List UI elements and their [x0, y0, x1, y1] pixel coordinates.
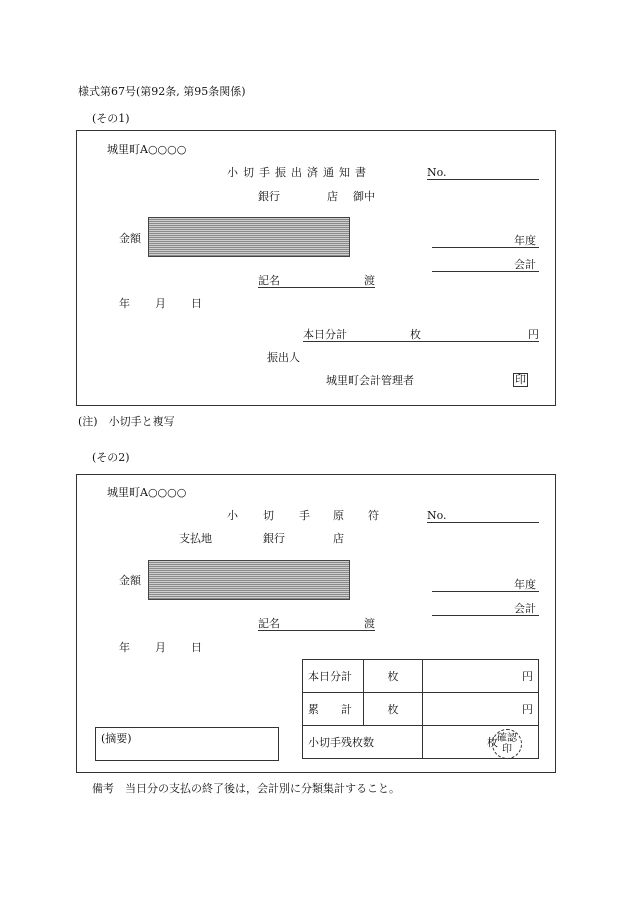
form1-amount-label: 金額	[119, 232, 141, 245]
form2-title-char-2: 切	[263, 509, 274, 522]
form1-fiscal-year-line	[432, 247, 539, 248]
form2-fiscal-year: 年度	[514, 578, 536, 591]
form1-no-label: No.	[427, 166, 447, 179]
form2-remarks-box	[95, 727, 279, 761]
form1-manager: 城里町会計管理者	[326, 374, 414, 387]
form2-bank-label: 銀行	[263, 532, 285, 545]
note1: (注) 小切手と複写	[78, 415, 175, 428]
form2-fiscal-year-line	[432, 591, 539, 592]
form2-no-label: No.	[427, 509, 447, 522]
form1-date-day: 日	[191, 297, 202, 310]
form2-amount-field	[148, 560, 350, 600]
form1-yen: 円	[528, 328, 539, 341]
form1-total-line	[303, 341, 539, 342]
form2-kimei: 記名	[258, 617, 280, 630]
form1-watashi: 渡	[364, 274, 375, 287]
form1-kimei-line	[258, 287, 375, 288]
form1-account: 会計	[514, 258, 536, 271]
form2-date-month: 月	[155, 641, 166, 654]
form1-box	[76, 130, 556, 406]
form1-seal: 印	[515, 373, 526, 386]
form2-account-line	[432, 615, 539, 616]
form2-label: (その2)	[92, 451, 130, 464]
form1-no-line	[427, 179, 539, 180]
table-row2-sheets: 枚	[364, 693, 423, 726]
form2-date-year: 年	[119, 641, 130, 654]
form-header: 様式第67号(第92条, 第95条関係)	[78, 85, 246, 98]
form1-label: (その1)	[92, 112, 130, 125]
table-row3-label: 小切手残枚数	[303, 726, 423, 759]
form1-sheets: 枚	[410, 328, 421, 341]
form2-box	[76, 474, 556, 773]
form2-kimei-line	[258, 630, 375, 631]
form1-title: 小切手振出済通知書	[227, 166, 371, 179]
table-row2-label: 累 計	[303, 693, 364, 726]
form2-title-char-1: 小	[227, 509, 238, 522]
form1-amount-field	[148, 217, 350, 257]
form2-title-char-3: 手	[299, 509, 310, 522]
form2-org: 城里町A○○○○	[107, 486, 187, 499]
form1-date-year: 年	[119, 297, 130, 310]
form1-branch-label: 店	[327, 190, 338, 203]
form2-branch-label: 店	[333, 532, 344, 545]
form2-no-line	[427, 522, 539, 523]
table-row	[303, 693, 539, 726]
form1-gochu: 御中	[353, 190, 375, 203]
table-row3-sheets: 枚	[423, 726, 539, 759]
form1-drawer: 振出人	[267, 351, 300, 364]
form1-account-line	[432, 271, 539, 272]
form1-org: 城里町A○○○○	[107, 143, 187, 156]
form1-today-total: 本日分計	[303, 328, 347, 341]
table-row2-yen: 円	[423, 693, 539, 726]
table-row1-label: 本日分計	[303, 660, 364, 693]
form1-date-month: 月	[155, 297, 166, 310]
form2-title-char-5: 符	[368, 509, 379, 522]
form2-date-day: 日	[191, 641, 202, 654]
footer-note: 備考 当日分の支払の終了後は，会計別に分類集計すること。	[92, 782, 400, 795]
table-row1-yen: 円	[423, 660, 539, 693]
form2-remarks-label: (摘要)	[101, 732, 132, 745]
table-row	[303, 660, 539, 693]
form2-title-char-4: 原	[333, 509, 344, 522]
form1-kimei: 記名	[258, 274, 280, 287]
form2-payment-place: 支払地	[179, 532, 212, 545]
form2-amount-label: 金額	[119, 574, 141, 587]
form2-account: 会計	[514, 602, 536, 615]
form1-bank-label: 銀行	[258, 190, 280, 203]
form1-fiscal-year: 年度	[514, 234, 536, 247]
table-row1-sheets: 枚	[364, 660, 423, 693]
form2-watashi: 渡	[364, 617, 375, 630]
form2-confirm-seal: 確認印	[492, 729, 522, 759]
